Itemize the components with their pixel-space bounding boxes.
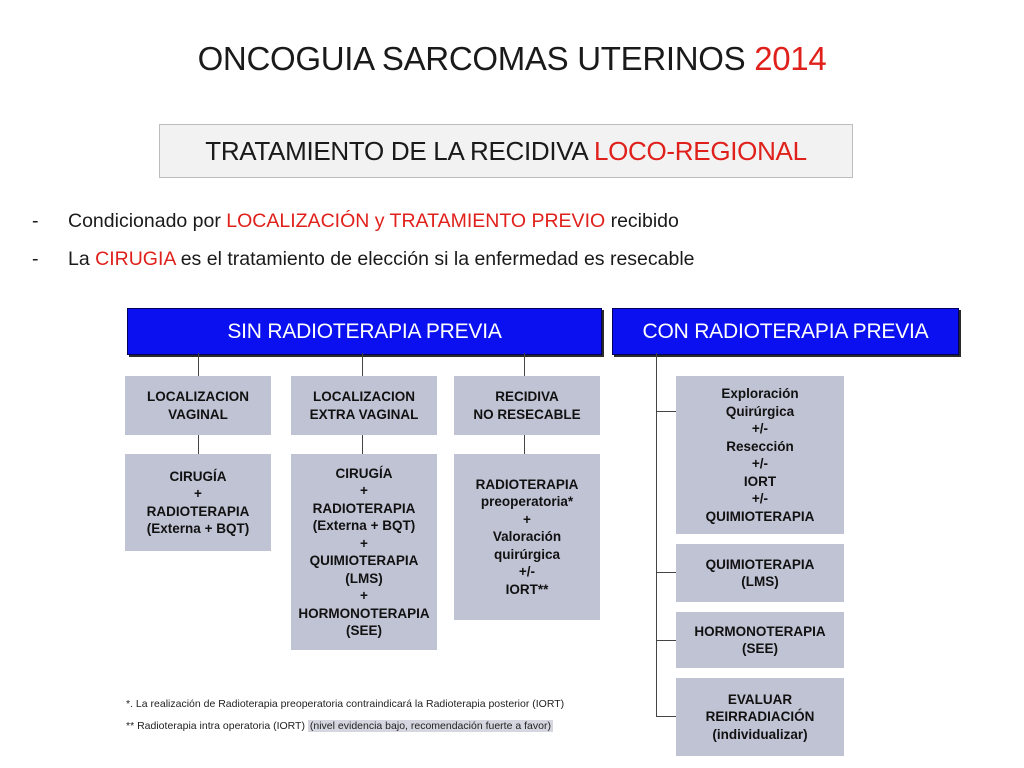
- option-line: +/-: [751, 491, 769, 506]
- connector-line: [362, 353, 363, 376]
- option-line: QUIMIOTERAPIA: [705, 508, 815, 524]
- treatment-line: (SEE): [345, 623, 382, 638]
- con-rt-option-box: [676, 678, 844, 756]
- option-line: (SEE): [741, 641, 778, 656]
- bullet-item: [32, 248, 695, 271]
- location-line: LOCALIZACION: [313, 389, 415, 404]
- option-line: EVALUAR: [727, 691, 793, 707]
- treatment-line: +: [360, 535, 368, 551]
- con-radioterapia-header: CON RADIOTERAPIA PREVIA: [612, 308, 959, 355]
- connector-line: [524, 353, 525, 376]
- subtitle-text: TRATAMIENTO DE LA RECIDIVA: [205, 135, 594, 166]
- connector-line: [198, 435, 199, 454]
- footnote: [126, 698, 564, 710]
- treatment-line: HORMONOTERAPIA: [298, 605, 430, 621]
- treatment-line: QUIMIOTERAPIA: [309, 553, 419, 568]
- location-line: RECIDIVA: [495, 389, 559, 404]
- connector-line: [656, 353, 657, 717]
- bullet-dash: -: [32, 210, 39, 232]
- treatment-line: RADIOTERAPIA: [146, 503, 250, 519]
- treatment-line: preoperatoria*: [480, 494, 574, 510]
- subtitle-box: [159, 124, 853, 178]
- footnote: [126, 720, 553, 732]
- con-rt-option-box: [676, 376, 844, 534]
- bullet-highlight: LOCALIZACIÓN y TRATAMIENTO PREVIO: [226, 210, 606, 232]
- option-line: (LMS): [741, 574, 779, 589]
- connector-line: [656, 572, 676, 573]
- treatment-line: IORT**: [505, 581, 549, 597]
- connector-line: [656, 411, 676, 412]
- treatment-box: [291, 454, 437, 650]
- connector-line: [656, 716, 676, 717]
- option-line: (individualizar): [712, 726, 808, 742]
- bullet-text: La: [68, 248, 96, 270]
- treatment-box: [454, 454, 600, 620]
- treatment-line: +: [360, 483, 368, 498]
- location-line: LOCALIZACION: [147, 389, 249, 404]
- option-line: +/-: [751, 456, 769, 471]
- option-line: QUIMIOTERAPIA: [705, 556, 815, 572]
- bullet-item: [32, 210, 679, 233]
- slide-title: [0, 40, 1024, 78]
- connector-line: [198, 353, 199, 376]
- location-line: EXTRA VAGINAL: [309, 406, 419, 422]
- option-line: Exploración: [721, 386, 799, 401]
- option-line: Resección: [726, 438, 794, 454]
- treatment-line: +: [194, 486, 202, 501]
- treatment-line: +: [360, 588, 368, 603]
- treatment-line: CIRUGÍA: [335, 465, 393, 481]
- location-box: [125, 376, 271, 435]
- treatment-line: +/-: [518, 564, 536, 580]
- treatment-line: quirúrgica: [493, 546, 560, 562]
- connector-line: [524, 435, 525, 454]
- bullet-highlight: CIRUGIA: [95, 248, 176, 270]
- subtitle-highlight: LOCO-REGIONAL: [593, 135, 807, 166]
- location-line: VAGINAL: [168, 406, 228, 422]
- con-rt-option-box: [676, 612, 844, 668]
- treatment-line: (Externa + BQT): [312, 518, 416, 533]
- option-line: +/-: [751, 421, 769, 436]
- bullet-dash: -: [32, 248, 39, 270]
- treatment-line: RADIOTERAPIA: [475, 476, 579, 492]
- bullet-text: recibido: [605, 210, 679, 232]
- slide-title-year: 2014: [754, 40, 827, 77]
- option-line: Quirúrgica: [725, 403, 795, 419]
- slide-title-text: ONCOGUIA SARCOMAS UTERINOS: [197, 40, 755, 77]
- treatment-line: RADIOTERAPIA: [312, 500, 416, 516]
- con-rt-option-box: [676, 544, 844, 602]
- footnote-highlight: (nivel evidencia bajo, recomendación fuerte a favor): [309, 720, 551, 732]
- treatment-line: CIRUGÍA: [169, 468, 227, 484]
- treatment-box: [125, 454, 271, 551]
- bullet-text: es el tratamiento de elección si la enfermedad es resecable: [175, 248, 695, 270]
- footnote-text: ** Radioterapia intra operatoria (IORT): [126, 720, 308, 732]
- location-box: [454, 376, 600, 435]
- treatment-line: Valoración: [492, 529, 562, 545]
- connector-line: [362, 435, 363, 454]
- connector-line: [656, 640, 676, 641]
- location-line: NO RESECABLE: [473, 406, 581, 422]
- treatment-line: +: [523, 511, 531, 527]
- option-line: HORMONOTERAPIA: [694, 623, 826, 639]
- sin-radioterapia-header: SIN RADIOTERAPIA PREVIA: [127, 308, 602, 355]
- option-line: IORT: [743, 473, 777, 489]
- footnote-text: *. La realización de Radioterapia preoperatoria contraindicará la Radioterapia posterior (IORT): [126, 698, 565, 710]
- treatment-line: (LMS): [345, 570, 383, 586]
- location-box: [291, 376, 437, 435]
- bullet-text: Condicionado por: [68, 210, 227, 232]
- treatment-line: (Externa + BQT): [146, 521, 250, 536]
- option-line: REIRRADIACIÓN: [705, 709, 815, 725]
